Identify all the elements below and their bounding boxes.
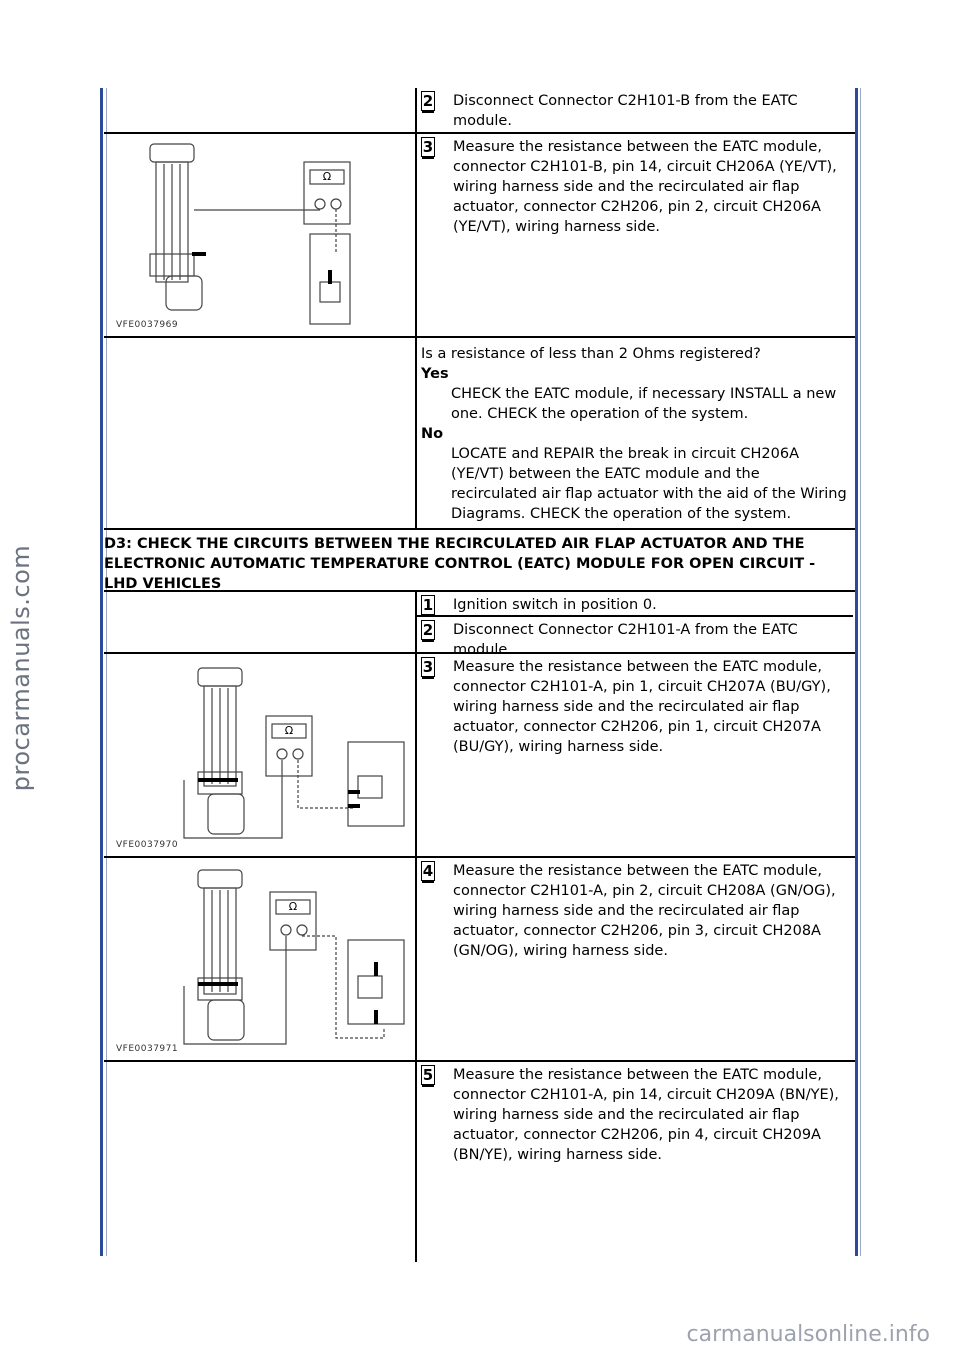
step-number: 2	[422, 621, 434, 639]
side-watermark: procarmanuals.com	[7, 544, 35, 792]
diagram-cell	[104, 858, 417, 1060]
no-text: LOCATE and REPAIR the break in circuit CH206A (YE/VT) between the EATC module and the recirculated air flap actuator with the aid of the Wiring Diagrams. CHECK the operation of the system.	[451, 446, 847, 522]
table-row	[104, 134, 855, 338]
table-row	[104, 338, 855, 530]
ohm-icon: Ω	[322, 170, 332, 183]
step-number: 1	[422, 596, 434, 614]
step-number: 2	[422, 92, 434, 110]
step-text: Disconnect Connector C2H101-B from the EATC module.	[453, 93, 798, 129]
no-label: No	[421, 426, 444, 442]
connector-diagram-icon	[104, 134, 415, 334]
left-border-line	[100, 88, 103, 1256]
section-heading: D3: CHECK THE CIRCUITS BETWEEN THE RECIRCULATED AIR FLAP ACTUATOR AND THE ELECTRONIC AUTOMATIC TEMPERATURE CONTROL (EATC) MODULE FOR OPEN CIRCUIT - LHD VEHICLES	[104, 536, 816, 592]
yes-text: CHECK the EATC module, if necessary INSTALL a new one. CHECK the operation of the system.	[451, 386, 837, 422]
figure-caption: VFE0037969	[116, 320, 179, 330]
step-text: Measure the resistance between the EATC module, connector C2H101-A, pin 14, circuit CH209A (BN/YE), wiring harness side and the recirculated air flap actuator, connector C2H206, pin 4, circuit CH209A (BN/YE), wiring harness side.	[453, 1067, 839, 1163]
step-number: 4	[422, 862, 434, 880]
figure-caption: VFE0037970	[116, 840, 179, 850]
figure-caption: VFE0037971	[116, 1044, 179, 1054]
diagram-cell	[104, 654, 417, 856]
step-number: 3	[422, 138, 434, 156]
yes-label: Yes	[421, 366, 449, 382]
step-number: 5	[422, 1066, 434, 1084]
question-text: Is a resistance of less than 2 Ohms registered?	[421, 346, 761, 362]
step-text: Disconnect Connector C2H101-A from the EATC module.	[453, 622, 798, 658]
step-number: 3	[422, 658, 434, 676]
table-row	[104, 88, 855, 134]
diagram-cell	[104, 134, 417, 336]
table-row	[104, 1062, 855, 1262]
step	[417, 858, 853, 961]
question-cell	[417, 338, 853, 528]
section-heading-row	[104, 530, 855, 592]
step-text: Measure the resistance between the EATC module, connector C2H101-A, pin 1, circuit CH207A (BU/GY), wiring harness side and the recirculated air flap actuator, connector C2H206, pin 1, circuit CH207A (BU/GY), wiring harness side.	[453, 659, 831, 755]
ohm-icon: Ω	[288, 900, 298, 913]
table-row	[104, 592, 855, 658]
footer-watermark: carmanualsonline.info	[686, 1322, 930, 1347]
step	[417, 654, 853, 757]
table-row	[104, 654, 855, 858]
step-text: Measure the resistance between the EATC module, connector C2H101-B, pin 14, circuit CH206A (YE/VT), wiring harness side and the recirculated air flap actuator, connector C2H206, pin 2, circuit CH206A (YE/VT), wiring harness side.	[453, 139, 837, 235]
step	[417, 88, 853, 131]
ohm-icon: Ω	[284, 724, 294, 737]
right-border-line	[855, 88, 858, 1256]
table-row	[104, 858, 855, 1062]
step	[417, 1062, 853, 1165]
step	[417, 592, 853, 617]
step	[417, 134, 853, 237]
step-text: Measure the resistance between the EATC module, connector C2H101-A, pin 2, circuit CH208A (GN/OG), wiring harness side and the recirculated air flap actuator, connector C2H206, pin 3, circuit CH208A (GN/OG), wiring harness side.	[453, 863, 836, 959]
connector-diagram-icon	[104, 858, 415, 1058]
procedure-table	[104, 88, 855, 1262]
connector-diagram-icon	[104, 654, 415, 854]
right-inner-line	[860, 88, 861, 1256]
step-text: Ignition switch in position 0.	[453, 597, 657, 613]
